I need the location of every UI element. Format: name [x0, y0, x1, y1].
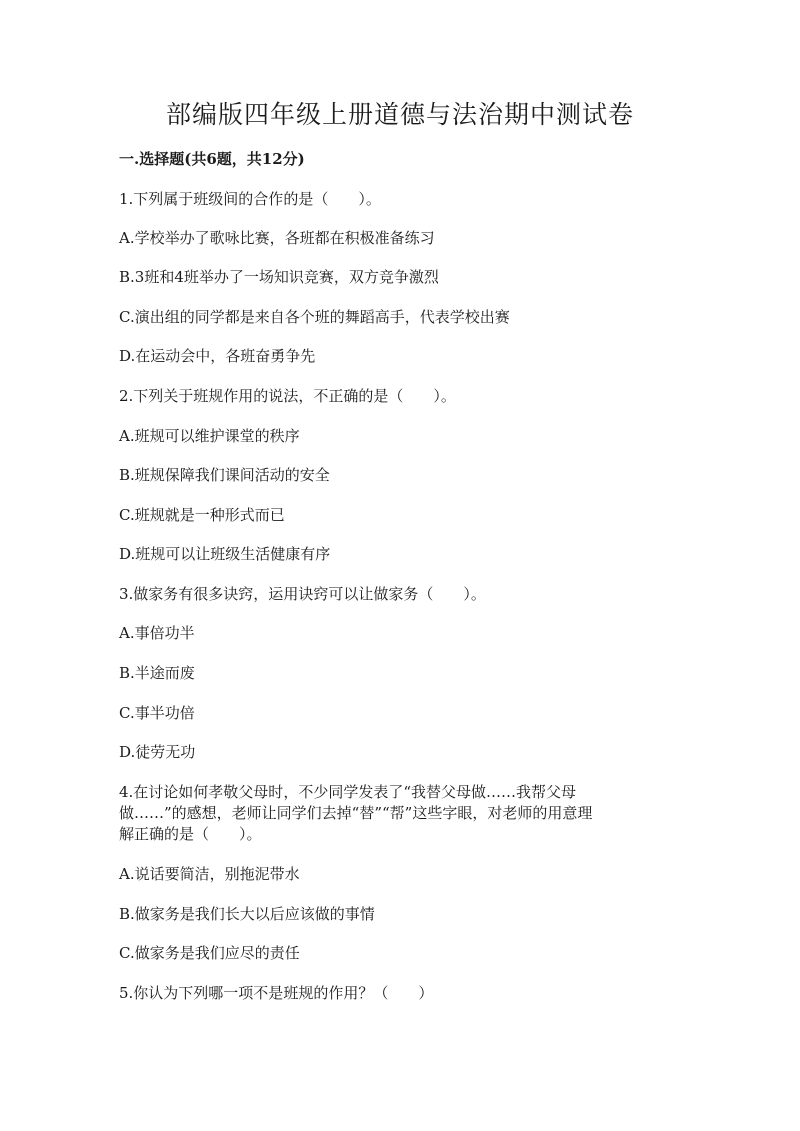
question-4-stem-line-2: 做……”的感想，老师让同学们去掉“替”“帮”这些字眼，对老师的用意理 — [119, 804, 593, 822]
question-3-option-c: C.事半功倍 — [119, 704, 195, 722]
question-2-option-a: A.班规可以维护课堂的秩序 — [119, 427, 300, 445]
question-1-option-b: B.3班和4班举办了一场知识竞赛，双方竞争激烈 — [119, 268, 439, 286]
question-4-option-c: C.做家务是我们应尽的责任 — [119, 944, 300, 962]
question-1-option-c: C.演出组的同学都是来自各个班的舞蹈高手，代表学校出赛 — [119, 308, 510, 326]
question-3-option-b: B.半途而废 — [119, 664, 195, 682]
question-3-option-a: A.事倍功半 — [119, 624, 195, 642]
question-3-option-d: D.徒劳无功 — [119, 743, 196, 761]
section-heading: 一.选择题(共6题，共12分) — [119, 150, 305, 168]
question-4-stem-line-1: 4.在讨论如何孝敬父母时，不少同学发表了“我替父母做……我帮父母 — [119, 783, 576, 801]
question-3-stem: 3.做家务有很多诀窍，运用诀窍可以让做家务（ ）。 — [119, 585, 486, 603]
question-2-stem: 2.下列关于班规作用的说法，不正确的是（ ）。 — [119, 387, 456, 405]
question-1-option-d: D.在运动会中，各班奋勇争先 — [119, 347, 316, 365]
question-2-option-b: B.班规保障我们课间活动的安全 — [119, 466, 330, 484]
question-4-option-b: B.做家务是我们长大以后应该做的事情 — [119, 905, 375, 923]
question-4-stem-line-3: 解正确的是（ ）。 — [119, 825, 262, 843]
question-2-option-d: D.班规可以让班级生活健康有序 — [119, 545, 331, 563]
question-5-stem: 5.你认为下列哪一项不是班规的作用？（ ） — [119, 984, 434, 1002]
question-1-stem: 1.下列属于班级间的合作的是（ ）。 — [119, 190, 381, 208]
page-title: 部编版四年级上册道德与法治期中测试卷 — [165, 100, 634, 129]
question-1-option-a: A.学校举办了歌咏比赛，各班都在积极准备练习 — [119, 229, 435, 247]
question-2-option-c: C.班规就是一种形式而已 — [119, 506, 285, 524]
question-4-option-a: A.说话要简洁，别拖泥带水 — [119, 865, 300, 883]
